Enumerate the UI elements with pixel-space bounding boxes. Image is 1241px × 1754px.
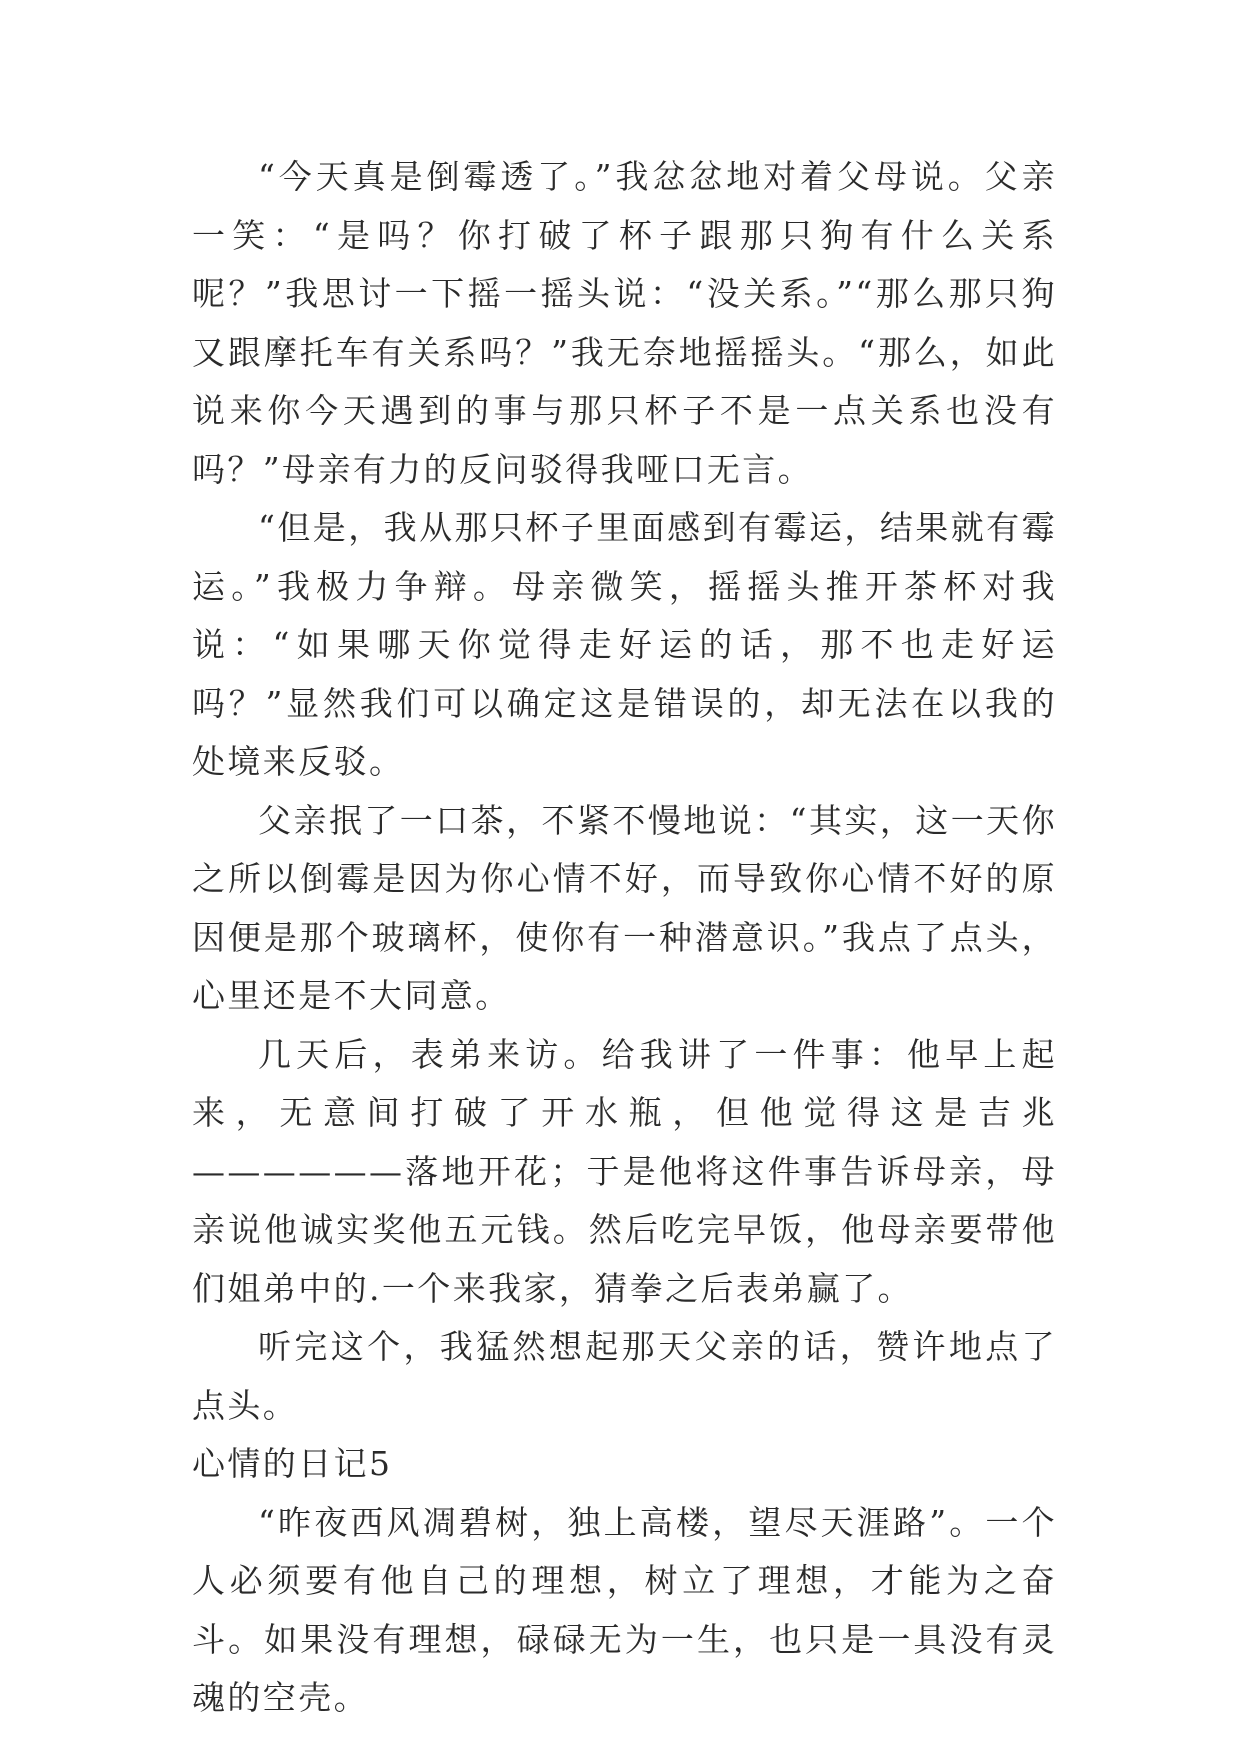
paragraph-3: 父亲抿了一口茶，不紧不慢地说：“其实，这一天你之所以倒霉是因为你心情不好，而导致你心情不好的原因便是那个玻璃杯，使你有一种潜意识。”我点了点头，心里还是不大同意。: [192, 800, 1057, 1015]
paragraph-4: 几天后，表弟来访。给我讲了一件事：他早上起来，无意间打破了开水瓶，但他觉得这是吉兆——————落地开花；于是他将这件事告诉母亲，母亲说他诚实奖他五元钱。然后吃完早饭，他母亲要带他们姐弟中的.一个来我家，猜拳之后表弟赢了。: [192, 1034, 1057, 1308]
section-title: 心情的日记5: [192, 1444, 393, 1483]
closing-paragraph: “昨夜西风凋碧树，独上高楼，望尽天涯路”。一个人必须要有他自己的理想，树立了理想，才能为之奋斗。如果没有理想，碌碌无为一生，也只是一具没有灵魂的空壳。: [192, 1502, 1057, 1717]
paragraph-1: “今天真是倒霉透了。”我忿忿地对着父母说。父亲一笑：“是吗？你打破了杯子跟那只狗有什么关系呢？”我思讨一下摇一摇头说：“没关系。”“那么那只狗又跟摩托车有关系吗？”我无奈地摇摇头。“那么，如此说来你今天遇到的事与那只杯子不是一点关系也没有吗？”母亲有力的反问驳得我哑口无言。: [192, 157, 1057, 489]
document-page: [192, 148, 1057, 1728]
paragraph-2: “但是，我从那只杯子里面感到有霉运，结果就有霉运。”我极力争辩。母亲微笑，摇摇头推开茶杯对我说：“如果哪天你觉得走好运的话，那不也走好运吗？”显然我们可以确定这是错误的，却无法在以我的处境来反驳。: [192, 508, 1057, 781]
paragraph-5: 听完这个，我猛然想起那天父亲的话，赞许地点了点头。: [192, 1327, 1057, 1425]
